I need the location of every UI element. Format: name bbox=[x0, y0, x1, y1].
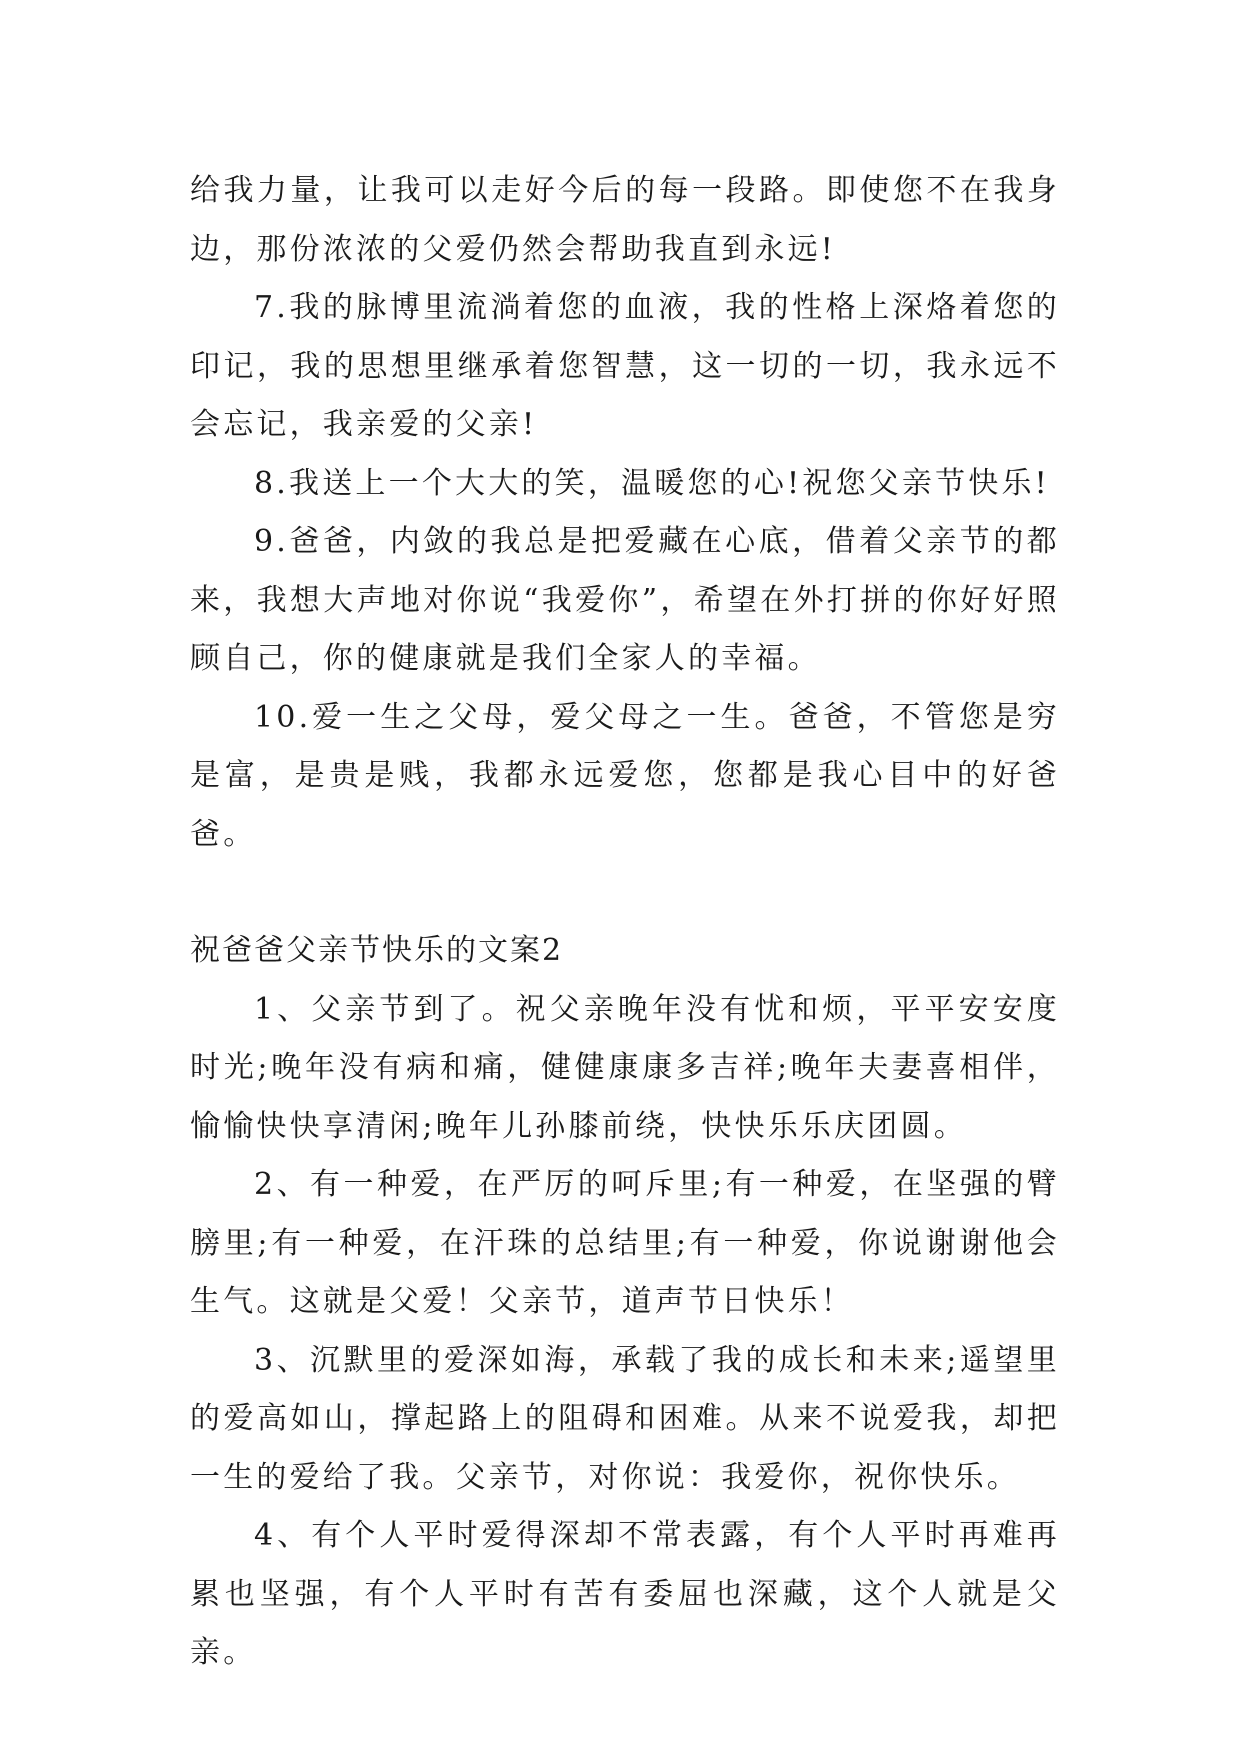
paragraph-item-3: 3、沉默里的爱深如海，承载了我的成长和未来;遥望里的爱高如山，撑起路上的阻碍和困难。从来不说爱我，却把一生的爱给了我。父亲节，对你说：我爱你，祝你快乐。 bbox=[190, 1342, 1060, 1495]
document-body bbox=[190, 162, 1060, 1683]
section-heading: 祝爸爸父亲节快乐的文案2 bbox=[190, 933, 564, 968]
paragraph-item-4: 4、有个人平时爱得深却不常表露，有个人平时再难再累也坚强，有个人平时有苦有委屈也深藏，这个人就是父亲。 bbox=[190, 1518, 1060, 1670]
paragraph-item-1: 1、父亲节到了。祝父亲晚年没有忧和烦，平平安安度时光;晚年没有病和痛，健健康康多吉祥;晚年夫妻喜相伴，愉愉快快享清闲;晚年儿孙膝前绕，快快乐乐庆团圆。 bbox=[190, 991, 1060, 1144]
paragraph-item-8: 8.我送上一个大大的笑，温暖您的心!祝您父亲节快乐! bbox=[254, 465, 1050, 501]
paragraph-item-9: 9.爸爸，内敛的我总是把爱藏在心底，借着父亲节的都来，我想大声地对你说“我爱你”，希望在外打拼的你好好照顾自己，你的健康就是我们全家人的幸福。 bbox=[190, 524, 1060, 676]
paragraph-item-7: 7.我的脉博里流淌着您的血液，我的性格上深烙着您的印记，我的思想里继承着您智慧，这一切的一切，我永远不会忘记，我亲爱的父亲! bbox=[190, 290, 1060, 442]
paragraph-item-2: 2、有一种爱，在严厉的呵斥里;有一种爱，在坚强的臂膀里;有一种爱，在汗珠的总结里;有一种爱，你说谢谢他会生气。这就是父爱！父亲节，道声节日快乐！ bbox=[190, 1167, 1060, 1319]
paragraph-continued: 给我力量，让我可以走好今后的每一段路。即使您不在我身边，那份浓浓的父爱仍然会帮助我直到永远! bbox=[190, 173, 1060, 267]
paragraph-item-10: 10.爱一生之父母，爱父母之一生。爸爸，不管您是穷是富，是贵是贱，我都永远爱您，您都是我心目中的好爸爸。 bbox=[190, 699, 1060, 852]
